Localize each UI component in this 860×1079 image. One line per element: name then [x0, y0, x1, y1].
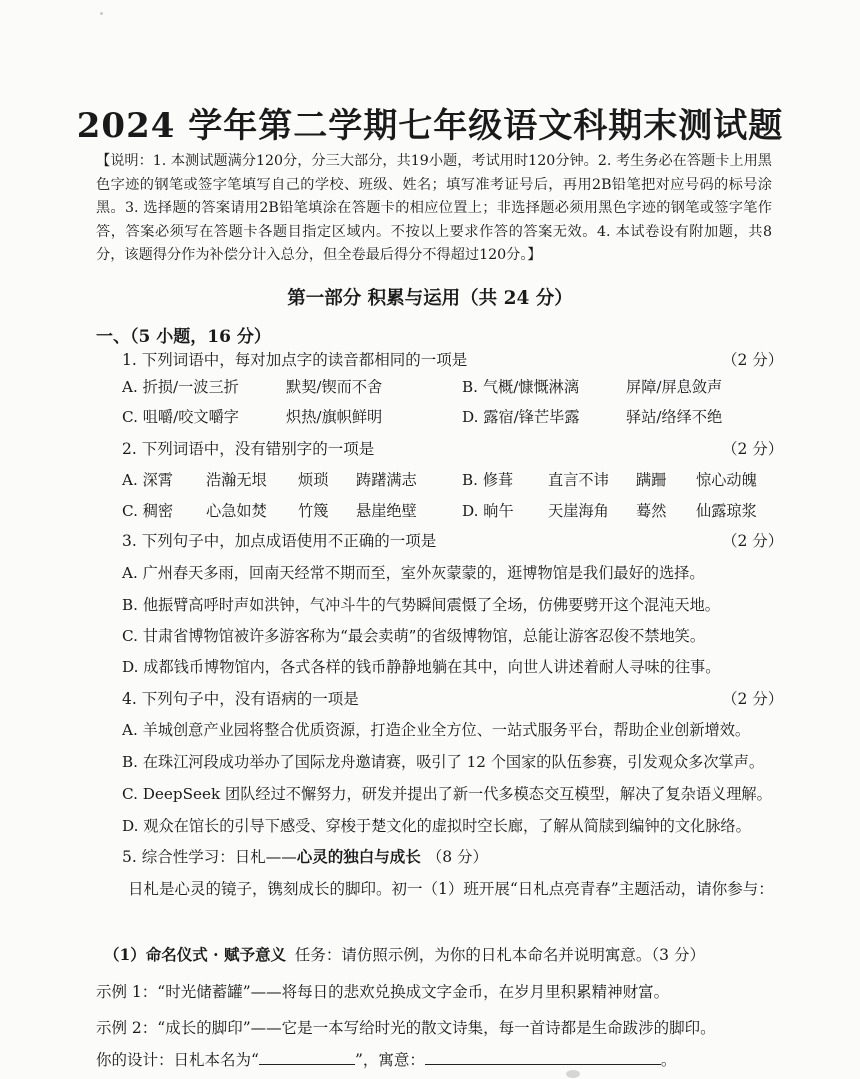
q3-stem: 3. 下列句子中，加点成语使用不正确的一项是 [122, 532, 437, 550]
scan-speck [100, 12, 103, 15]
q2-option-a-1: A. 深霄 [122, 471, 173, 489]
q4-option-d: D. 观众在馆长的引导下感受、穿梭于楚文化的虚拟时空长廊，了解从简牍到编钟的文化脉络。 [122, 817, 751, 835]
q5-sub1-title: （1）命名仪式 · 赋予意义 [104, 945, 286, 964]
q2-score: （2 分） [722, 440, 784, 458]
q3-score: （2 分） [722, 532, 784, 550]
design-prefix: 你的设计：日札本名为“ [96, 1051, 259, 1069]
q2-option-d-4: 仙露琼浆 [696, 502, 757, 520]
q2-stem: 2. 下列词语中，没有错别字的一项是 [122, 440, 375, 458]
q5-sub1 [104, 943, 705, 965]
exam-title: 2024 学年第二学期七年级语文科期末测试题 [76, 106, 784, 146]
q2-option-d-2: 天崖海角 [548, 502, 609, 520]
q2-option-b-1: B. 修葺 [462, 471, 514, 489]
q5-stem-score: （8 分） [426, 848, 489, 866]
q5-intro: 日札是心灵的镜子，镌刻成长的脚印。初一（1）班开展“日札点亮青春”主题活动，请你参与： [128, 880, 774, 898]
meaning-answer-blank[interactable] [425, 1048, 661, 1065]
q3-option-b: B. 他振臂高呼时声如洪钟，气冲斗牛的气势瞬间震慑了全场，仿佛要劈开这个混沌天地。 [122, 596, 720, 614]
q3-option-a: A. 广州春天多雨，回南天经常不期而至，室外灰蒙蒙的，逛博物馆是我们最好的选择。 [122, 564, 705, 582]
q1-option-c-2: 炽热/旗帜鲜明 [286, 408, 383, 426]
q4-score: （2 分） [722, 690, 784, 708]
q2-option-a-4: 踌躇满志 [356, 471, 417, 489]
section-one-heading: 一、（5 小题，16 分） [96, 327, 271, 347]
q1-option-b-2: 屏障/屏息敛声 [626, 378, 723, 396]
q5-example-2: 示例 2：“成长的脚印”——它是一本写给时光的散文诗集，每一首诗都是生命跋涉的脚印。 [96, 1019, 716, 1037]
q5-design-line [96, 1048, 676, 1070]
q5-stem-prefix: 5. 综合性学习：日札—— [122, 848, 297, 866]
q5-stem-topic: 心灵的独白与成长 [296, 847, 421, 866]
q4-option-a: A. 羊城创意产业园将整合优质资源，打造企业全方位、一站式服务平台，帮助企业创新增效。 [122, 721, 751, 739]
instructions-note: 【说明：1. 本测试题满分120分，分三大部分，共19小题，考试用时120分钟。2. 考生务必在答题卡上用黑色字迹的钢笔或签字笔填写自己的学校、班级、姓名；填写准考证号后，再用2B铅笔把对应号码的标号涂黑。3. 选择题的答案请用2B铅笔填涂在答题卡的相应位置上；非选择题必须用黑色字迹的钢笔或签字笔作答，答案必须写在答题卡各题目指定区域内。不按以上要求作答的答案无效。4. 本试卷设有附加题，共8分，该题得分作为补偿分计入总分，但全卷最后得分不得超过120分。】 [96, 153, 772, 263]
q1-stem: 1. 下列词语中，每对加点字的读音都相同的一项是 [122, 351, 468, 369]
q2-option-c-3: 竹篾 [298, 502, 329, 520]
q3-option-c: C. 甘肃省博物馆被许多游客称为“最会卖萌”的省级博物馆，总能让游客忍俊不禁地笑。 [122, 627, 706, 645]
q1-score: （2 分） [722, 351, 784, 369]
q2-option-c-4: 悬崖绝壁 [356, 502, 417, 520]
q4-stem: 4. 下列句子中，没有语病的一项是 [122, 690, 359, 708]
q2-option-d-1: D. 晌午 [462, 502, 514, 520]
q1-option-d-2: 驿站/络绎不绝 [626, 408, 723, 426]
q2-option-c-2: 心急如焚 [206, 502, 267, 520]
name-answer-blank[interactable] [259, 1048, 355, 1065]
scan-speck [566, 1070, 580, 1078]
design-end: 。 [660, 1051, 677, 1069]
q1-option-b-1: B. 气概/慷慨淋漓 [462, 378, 580, 396]
q1-option-c-1: C. 咀嚼/咬文嚼字 [122, 408, 239, 426]
design-mid: ”，寓意： [354, 1051, 425, 1069]
q2-option-a-2: 浩瀚无垠 [206, 471, 267, 489]
q2-option-a-3: 烦琐 [298, 471, 329, 489]
q2-option-d-3: 蓦然 [636, 502, 667, 520]
q5-stem [122, 845, 488, 867]
q2-option-b-3: 蹒跚 [636, 471, 667, 489]
q2-option-c-1: C. 稠密 [122, 502, 174, 520]
part-one-heading: 第一部分 积累与运用（共 24 分） [287, 288, 573, 309]
q1-option-a-1: A. 折损/一波三折 [122, 378, 239, 396]
q1-option-d-1: D. 露宿/锋芒毕露 [462, 408, 580, 426]
q4-option-c: C. DeepSeek 团队经过不懈努力，研发并提出了新一代多模态交互模型，解决了复杂语义理解。 [122, 785, 772, 803]
q3-option-d: D. 成都钱币博物馆内，各式各样的钱币静静地躺在其中，向世人讲述着耐人寻味的往事。 [122, 658, 721, 676]
q5-example-1: 示例 1：“时光储蓄罐”——将每日的悲欢兑换成文字金币，在岁月里积累精神财富。 [96, 983, 670, 1001]
q2-option-b-4: 惊心动魄 [696, 471, 757, 489]
q2-option-b-2: 直言不讳 [548, 471, 609, 489]
q1-option-a-2: 默契/锲而不舍 [286, 378, 383, 396]
q5-sub1-task: 任务：请仿照示例，为你的日札本命名并说明寓意。（3 分） [294, 946, 705, 964]
q4-option-b: B. 在珠江河段成功举办了国际龙舟邀请赛，吸引了 12 个国家的队伍参赛，引发观众多次掌声。 [122, 753, 765, 771]
